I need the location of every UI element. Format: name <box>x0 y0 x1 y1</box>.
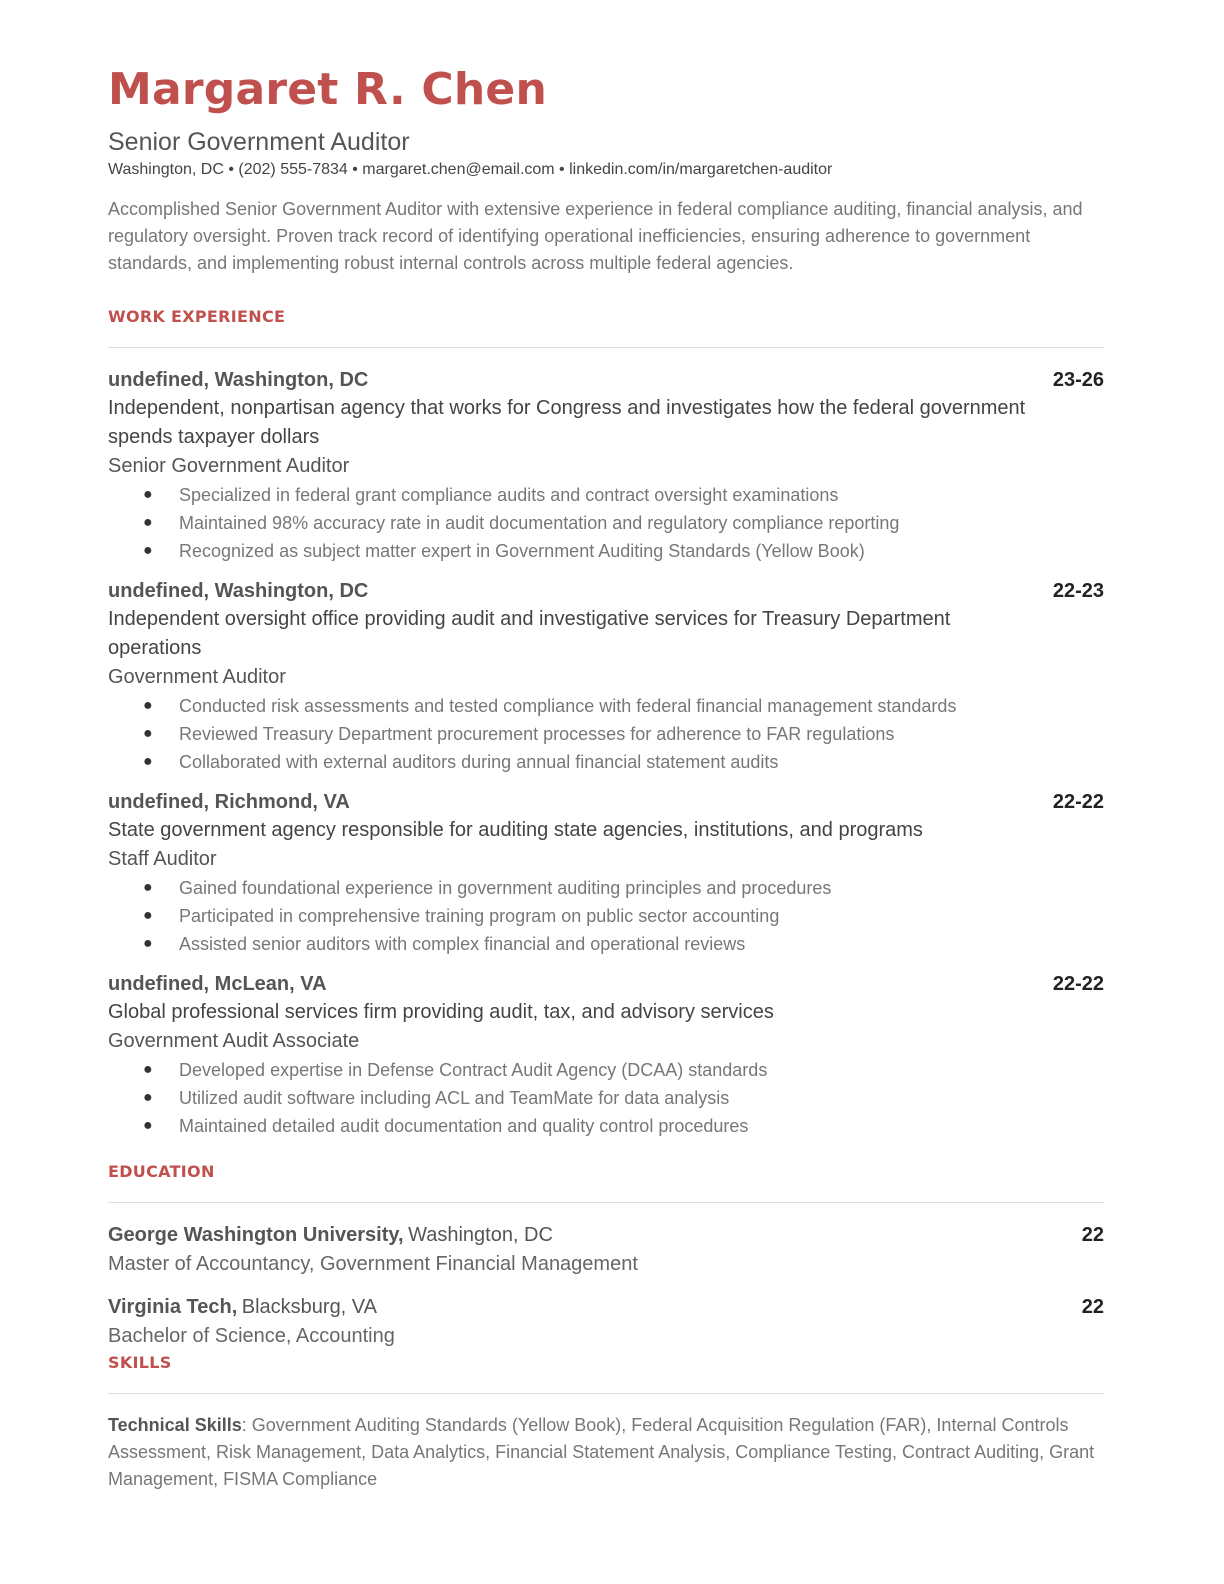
job-role: Government Auditor <box>108 666 286 688</box>
bullet-item: ● Utilized audit software including ACL and TeamMate for data analysis <box>179 1084 1104 1112</box>
candidate-title: Senior Government Auditor <box>108 128 410 156</box>
bullet-item: ● Maintained detailed audit documentation and quality control procedures <box>179 1112 1104 1140</box>
job-entry <box>108 788 1104 958</box>
bullet-dot-icon: ● <box>143 907 153 924</box>
education-entry <box>108 1221 1104 1279</box>
skills-label: Technical Skills <box>108 1415 242 1435</box>
bullet-item: ● Maintained 98% accuracy rate in audit documentation and regulatory compliance reporting <box>179 509 1104 537</box>
edu-school: George Washington University, <box>108 1224 404 1246</box>
job-company: undefined, Washington, DC <box>108 369 369 391</box>
skills-heading: SKILLS <box>108 1353 172 1372</box>
resume-page <box>108 62 1104 1493</box>
bullet-dot-icon: ● <box>143 935 153 952</box>
job-bullets <box>108 874 1104 958</box>
bullet-dot-icon: ● <box>143 879 153 896</box>
bullet-item: ● Reviewed Treasury Department procurement processes for adherence to FAR regulations <box>179 720 1104 748</box>
bullet-dot-icon: ● <box>143 753 153 770</box>
edu-degree: Master of Accountancy, Government Financial Management <box>108 1253 638 1275</box>
bullet-item: ● Participated in comprehensive training program on public sector accounting <box>179 902 1104 930</box>
bullet-dot-icon: ● <box>143 514 153 531</box>
bullet-item: ● Recognized as subject matter expert in Government Auditing Standards (Yellow Book) <box>179 537 1104 565</box>
bullet-item: ● Gained foundational experience in government auditing principles and procedures <box>179 874 1104 902</box>
bullet-dot-icon: ● <box>143 542 153 559</box>
section-divider <box>108 347 1104 348</box>
job-company: undefined, Richmond, VA <box>108 791 350 813</box>
edu-location: Blacksburg, VA <box>241 1296 377 1318</box>
job-role: Staff Auditor <box>108 848 217 870</box>
job-dates: 22-23 <box>1052 580 1104 602</box>
job-bullets <box>108 692 1104 776</box>
work-experience-heading: WORK EXPERIENCE <box>108 307 286 326</box>
job-company: undefined, Washington, DC <box>108 580 369 602</box>
bullet-item: ● Specialized in federal grant compliance audits and contract oversight examinations <box>179 481 1104 509</box>
bullet-dot-icon: ● <box>143 1089 153 1106</box>
skills-text <box>108 1412 1104 1493</box>
bullet-dot-icon: ● <box>143 1061 153 1078</box>
bullet-dot-icon: ● <box>143 1117 153 1134</box>
education-entry <box>108 1293 1104 1351</box>
education-heading: EDUCATION <box>108 1162 215 1181</box>
bullet-dot-icon: ● <box>143 486 153 503</box>
professional-summary: Accomplished Senior Government Auditor with extensive experience in federal compliance auditing, financial analysis, and regulatory oversight. Proven track record of identifying operational inefficiencies, ensuring adherence to government standards, and implementing robust internal controls across multiple federal agencies. <box>108 199 1083 273</box>
job-bullets <box>108 481 1104 565</box>
bullet-dot-icon: ● <box>143 725 153 742</box>
job-description: Independent, nonpartisan agency that works for Congress and investigates how the federal government spends taxpayer dollars <box>108 397 1026 448</box>
section-divider <box>108 1202 1104 1203</box>
section-divider <box>108 1393 1104 1394</box>
job-description: State government agency responsible for auditing state agencies, institutions, and programs <box>108 819 923 841</box>
job-description: Independent oversight office providing audit and investigative services for Treasury Department operations <box>108 608 951 659</box>
candidate-name: Margaret R. Chen <box>108 64 547 115</box>
contact-line: Washington, DC • (202) 555-7834 • margaret.chen@email.com • linkedin.com/in/margaretchen-auditor <box>108 161 833 178</box>
skills-list: : Government Auditing Standards (Yellow Book), Federal Acquisition Regulation (FAR), Internal Controls Assessment, Risk Management, Data Analytics, Financial Statement Analysis, Compliance Testing, Contract Auditing, Grant Management, FISMA Compliance <box>108 1415 1095 1489</box>
bullet-dot-icon: ● <box>143 697 153 714</box>
bullet-item: ● Assisted senior auditors with complex financial and operational reviews <box>179 930 1104 958</box>
bullet-item: ● Conducted risk assessments and tested compliance with federal financial management standards <box>179 692 1104 720</box>
edu-year: 22 <box>1081 1224 1104 1246</box>
job-dates: 22-22 <box>1052 791 1104 813</box>
job-entry <box>108 577 1104 776</box>
job-dates: 23-26 <box>1052 369 1104 391</box>
job-dates: 22-22 <box>1052 973 1104 995</box>
job-entry <box>108 970 1104 1140</box>
bullet-item: ● Collaborated with external auditors during annual financial statement audits <box>179 748 1104 776</box>
edu-year: 22 <box>1081 1296 1104 1318</box>
job-role: Senior Government Auditor <box>108 455 350 477</box>
edu-school: Virginia Tech, <box>108 1296 238 1318</box>
job-company: undefined, McLean, VA <box>108 973 327 995</box>
bullet-item: ● Developed expertise in Defense Contract Audit Agency (DCAA) standards <box>179 1056 1104 1084</box>
edu-degree: Bachelor of Science, Accounting <box>108 1325 395 1347</box>
job-role: Government Audit Associate <box>108 1030 360 1052</box>
job-entry <box>108 366 1104 565</box>
job-description: Global professional services firm providing audit, tax, and advisory services <box>108 1001 774 1023</box>
edu-location: Washington, DC <box>408 1224 553 1246</box>
job-bullets <box>108 1056 1104 1140</box>
